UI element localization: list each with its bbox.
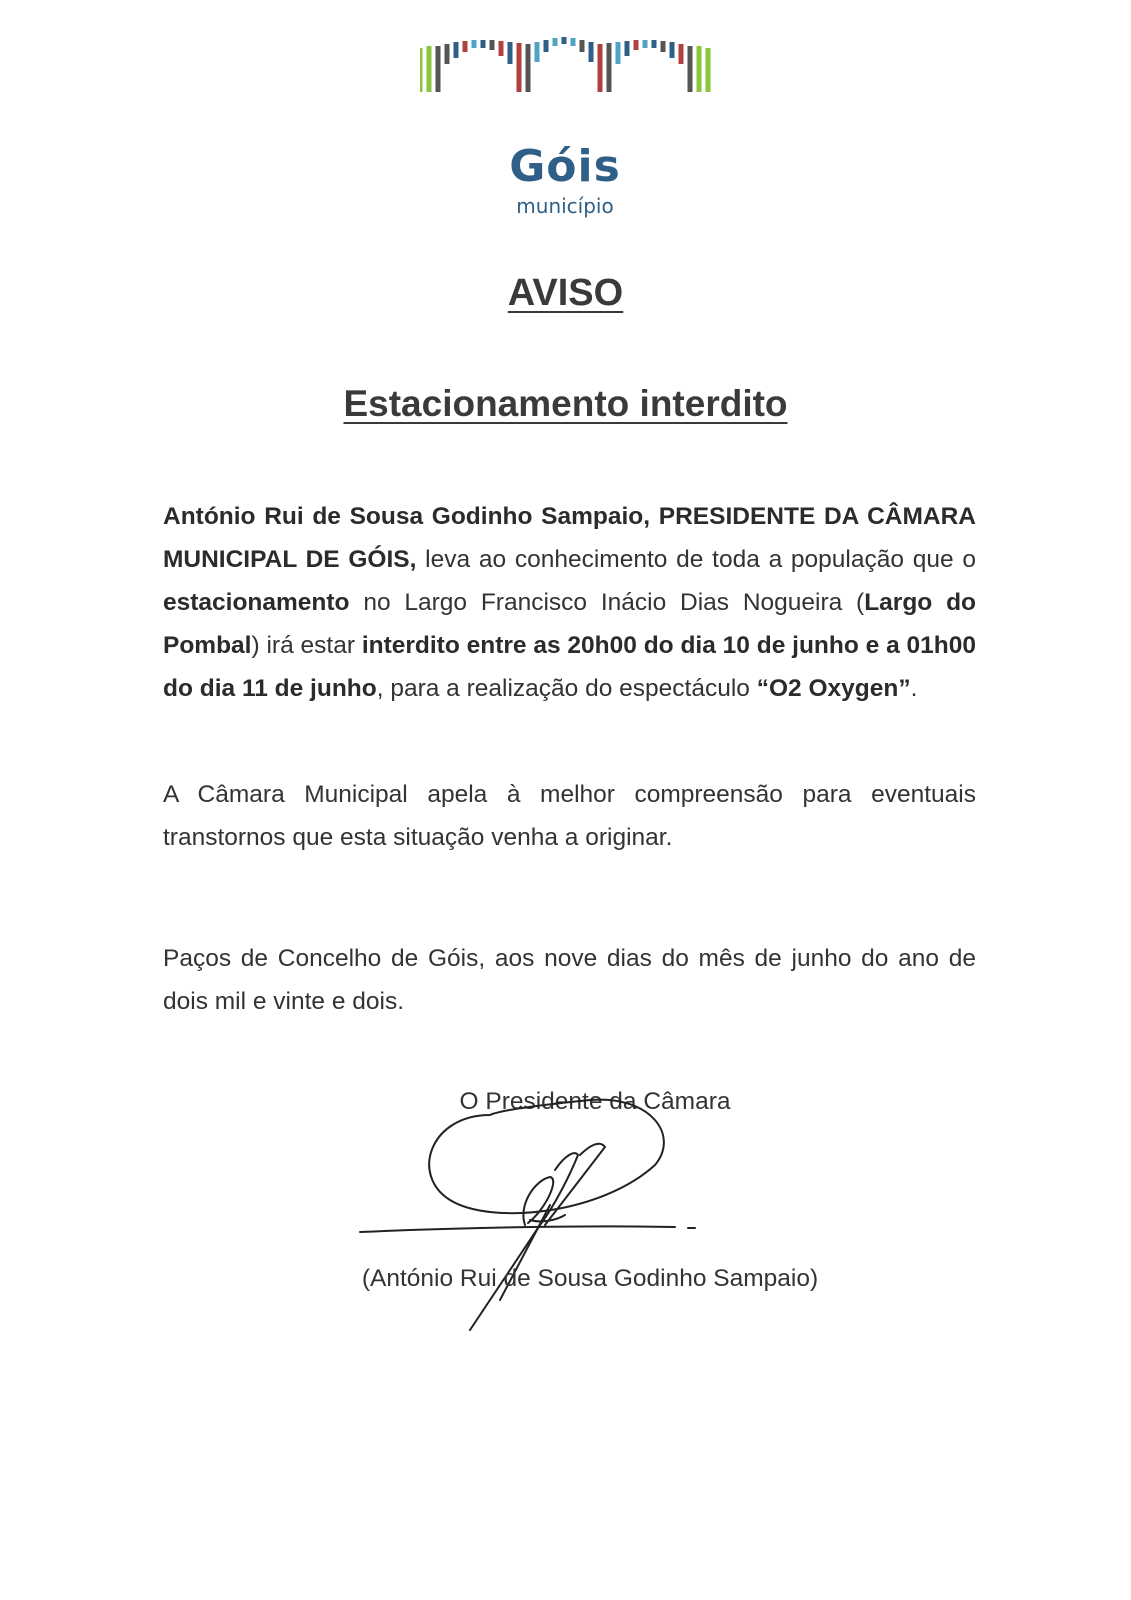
signatory-title: O Presidente da Câmara [459, 1088, 731, 1115]
president-name: António Rui de Sousa Godinho Sampaio, PRESIDENTE DA CÂMARA MUNICIPAL DE GÓIS, [163, 503, 976, 573]
signatory-name: (António Rui de Sousa Godinho Sampaio) [361, 1265, 819, 1292]
notice-title: AVISO [507, 272, 624, 314]
municipality-logo [420, 34, 720, 218]
main-paragraph: António Rui de Sousa Godinho Sampaio, PRESIDENTE DA CÂMARA MUNICIPAL DE GÓIS, leva ao conhecimento de toda a população que o estacionamento no Largo Francisco Inácio Dias Nogueira (Largo do Pombal) irá estar interdito entre as 20h00 do dia 10 de junho e a 01h00 do dia 11 de junho, para a realização do espectáculo “O2 Oxygen”. [163, 503, 977, 702]
notice-subtitle: Estacionamento interdito [343, 383, 788, 424]
location-name: Largo do Pombal [163, 589, 977, 659]
restriction-period: interdito entre as 20h00 do dia 10 de junho e a 01h00 do dia 11 de junho [163, 632, 976, 702]
date-paragraph: Paços de Concelho de Góis, aos nove dias do mês de junho do ano de dois mil e vinte e dois. [163, 945, 976, 1015]
appeal-paragraph: A Câmara Municipal apela à melhor compreensão para eventuais transtornos que esta situação venha a originar. [163, 781, 976, 851]
logo-name: Góis [509, 141, 621, 192]
handwritten-signature-icon [350, 1095, 710, 1335]
logo-subtitle: município [516, 194, 614, 218]
event-name: “O2 Oxygen” [756, 675, 911, 702]
bridge-bars-logo-icon [420, 34, 720, 134]
